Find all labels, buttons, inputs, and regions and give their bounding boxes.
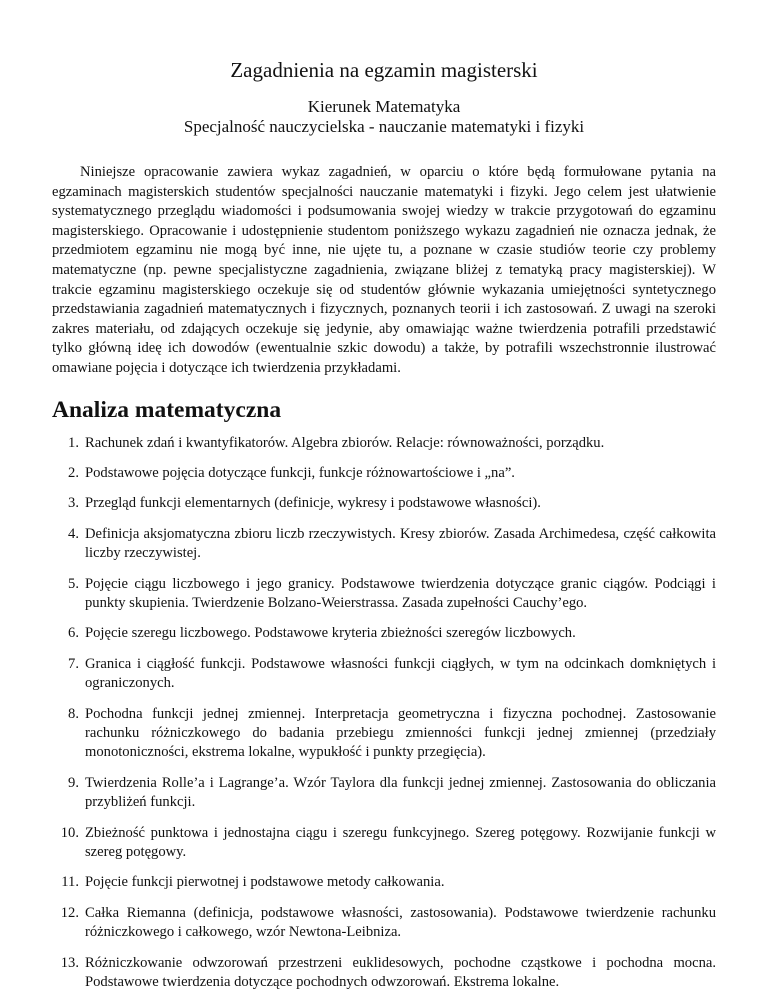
list-item bbox=[52, 494, 716, 513]
list-item-number: 1. bbox=[68, 434, 79, 451]
list-item-number: 9. bbox=[68, 774, 79, 791]
intro-paragraph: Niniejsze opracowanie zawiera wykaz zagadnień, w oparciu o które będą formułowane pytania na egzaminach magisterskich studentów specjalności nauczanie matematyki i fizyki. Jego celem jest ułatwienie systematycznego przeglądu wiadomości i podsumowania swojej wiedzy w trakcie przygotowań do egzaminu magisterskiego. Opracowanie i udostępnienie studentom poniższego wykazu zagadnień nie oznacza jednak, że przedmiotem egzaminu nie mogą być inne, nie ujęte tu, a poznane w czasie studiów teorie czy problemy matematyczne (np. pewne specjalistyczne zagadnienia, związane bliżej z tematyką pracy magisterskiej). W trakcie egzaminu magisterskiego oczekuje się od studentów głównie wykazania umiejętności syntetycznego przedstawiania zagadnień matematycznych i fizycznych, poznanych teorii i ich zastosowań. Z uwagi na szeroki zakres materiału, od zdających oczekuje się jedynie, aby omawiając ważne twierdzenia potrafili przedstawić tylko główną ideę ich dowodów (ewentualnie szkic dowodu) a także, by potrafili wszechstronnie ilustrować omawiane pojęcia i dotyczące ich twierdzenia przykładami. bbox=[52, 164, 716, 376]
list-item-number: 11. bbox=[61, 874, 79, 891]
list-item-text: Różniczkowanie odwzorowań przestrzeni euklidesowych, pochodne cząstkowe i pochodna mocna. Podstawowe twierdzenia dotyczące pochodnych odwzorowań. Ekstrema lokalne. bbox=[85, 954, 716, 991]
list-item-number: 7. bbox=[68, 655, 79, 672]
list-item-number: 10. bbox=[60, 824, 79, 841]
list-item-number: 8. bbox=[68, 705, 79, 722]
list-item bbox=[52, 774, 716, 813]
list-item bbox=[52, 434, 716, 453]
document-title: Zagadnienia na egzamin magisterski bbox=[230, 58, 538, 82]
list-item-text: Zbieżność punktowa i jednostajna ciągu i szeregu funkcyjnego. Szereg potęgowy. Rozwijanie funkcji w szereg potęgowy. bbox=[85, 824, 716, 861]
list-item-text: Granica i ciągłość funkcji. Podstawowe własności funkcji ciągłych, w tym na odcinkach domkniętych i ograniczonych. bbox=[85, 655, 716, 692]
list-item-text: Twierdzenia Rolle’a i Lagrange’a. Wzór Taylora dla funkcji jednej zmiennej. Zastosowania do obliczania przybliżeń funkcji. bbox=[85, 774, 716, 811]
list-item-text: Podstawowe pojęcia dotyczące funkcji, funkcje różnowartościowe i „na”. bbox=[85, 464, 515, 481]
list-item-text: Przegląd funkcji elementarnych (definicje, wykresy i podstawowe własności). bbox=[85, 495, 541, 512]
list-item bbox=[52, 575, 716, 614]
list-item-text: Całka Riemanna (definicja, podstawowe własności, zastosowania). Podstawowe twierdzenie rachunku różniczkowego i całkowego, wzór Newtona-Leibniza. bbox=[85, 904, 716, 941]
list-item bbox=[52, 824, 716, 863]
list-item-text: Pojęcie ciągu liczbowego i jego granicy. Podstawowe twierdzenia dotyczące granic ciągów. Podciągi i punkty skupienia. Twierdzenie Bolzano-Weierstrassa. Zasada zupełności Cauchy’ego. bbox=[85, 575, 716, 611]
list-item-number: 5. bbox=[68, 575, 79, 592]
list-item bbox=[52, 873, 716, 892]
section-title: Analiza matematyczna bbox=[52, 396, 282, 423]
list-item-number: 4. bbox=[68, 525, 79, 542]
list-item bbox=[52, 954, 716, 993]
list-item bbox=[52, 464, 716, 483]
document-subtitle-line2: Specjalność nauczycielska - nauczanie matematyki i fizyki bbox=[183, 117, 585, 136]
list-item-text: Pojęcie funkcji pierwotnej i podstawowe metody całkowania. bbox=[85, 874, 445, 891]
list-item-text: Pojęcie szeregu liczbowego. Podstawowe kryteria zbieżności szeregów liczbowych. bbox=[85, 625, 576, 642]
list-item-text: Definicja aksjomatyczna zbioru liczb rzeczywistych. Kresy zbiorów. Zasada Archimedesa, część całkowita liczby rzeczywistej. bbox=[85, 525, 716, 562]
list-item-text: Rachunek zdań i kwantyfikatorów. Algebra zbiorów. Relacje: równoważności, porządku. bbox=[85, 434, 605, 451]
list-item bbox=[52, 904, 716, 943]
document-subtitle-line1: Kierunek Matematyka bbox=[307, 97, 461, 116]
topic-list bbox=[52, 434, 716, 993]
list-item bbox=[52, 655, 716, 694]
list-item-number: 13. bbox=[60, 954, 79, 971]
list-item-number: 12. bbox=[60, 904, 79, 921]
list-item bbox=[52, 705, 716, 763]
list-item-number: 2. bbox=[68, 464, 79, 481]
list-item-number: 3. bbox=[68, 495, 79, 512]
list-item bbox=[52, 525, 716, 564]
list-item-number: 6. bbox=[68, 625, 79, 642]
list-item bbox=[52, 624, 716, 643]
list-item-text: Pochodna funkcji jednej zmiennej. Interpretacja geometryczna i fizyczna pochodnej. Zastosowanie rachunku różniczkowego do badania przebiegu zmienności funkcji jednej zmiennej (przedziały monotoniczności, ekstrema lokalne, wypukłość i punkty przegięcia). bbox=[85, 705, 716, 761]
